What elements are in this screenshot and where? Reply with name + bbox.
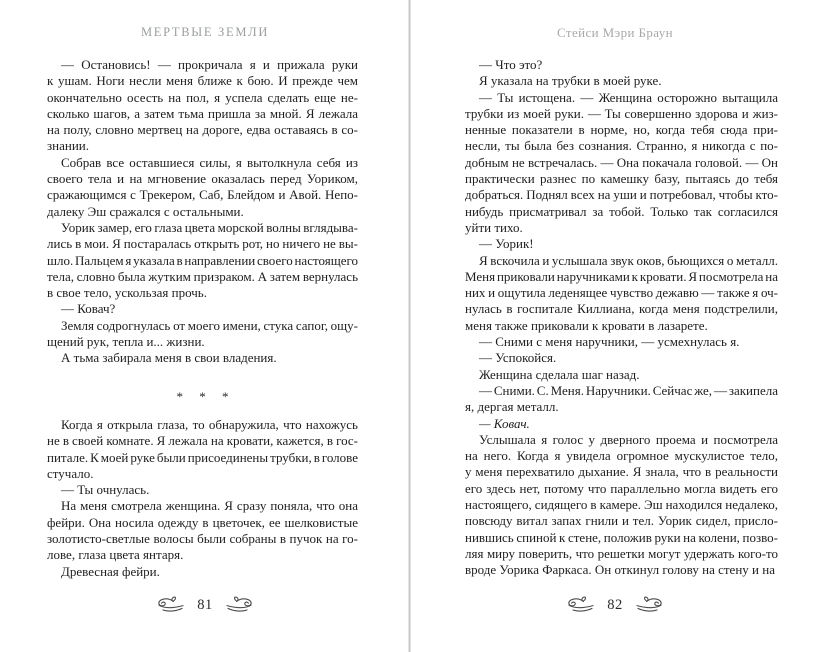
page-body-left	[47, 57, 358, 580]
text-line: настоящего, сидящего в камере. Эш находился недалеко,	[465, 497, 778, 513]
text-line: меня также приковали к кровати в лазарете.	[465, 317, 708, 333]
text-line: сражающимся с Трекером, Саб, Блейдом и Авой. Непо-	[47, 187, 358, 203]
text-line: знании.	[47, 138, 89, 154]
text-line: его здесь нет, потому что параллельно могла видеть его	[465, 480, 778, 496]
text-line: — Остановись! — прокричала я и прижала руки	[61, 57, 358, 72]
text-line: А тьма забирала меня в свои владения.	[61, 350, 277, 366]
text-line: Я вскочила и услышала звук оков, бьющихся о металл.	[479, 252, 778, 268]
text-line: нулась в госпитале Киллиана, когда меня подстрелили,	[465, 301, 778, 317]
text-line: нибудь присматривал за тобой. Только так согласился	[465, 203, 778, 219]
text-line: нившись спиной к стене, положив руки на колени, позво-	[465, 529, 778, 545]
text-line: — Успокойся.	[479, 350, 557, 366]
paragraph	[465, 367, 778, 383]
text-line: питале. К моей руке были присоединены трубки, в голове	[47, 449, 358, 465]
text-line: не в своей комнате. Я лежала на кровати, кажется, в гос-	[47, 433, 358, 449]
paragraph	[47, 350, 358, 366]
text-line: шло. Пальцем я указала в направлении своего настоящего	[47, 252, 358, 268]
paragraph	[47, 318, 358, 351]
text-line: стучало.	[47, 465, 94, 481]
running-header-author: Стейси Мэри Браун	[556, 25, 674, 40]
text-line: них и ощутила леденящее чувство дежавю — также я оч-	[465, 285, 778, 301]
page-footer-right	[410, 592, 820, 618]
text-line: лись в мои. Я постаралась открыть рот, но ничего не вы-	[47, 236, 358, 252]
paragraph	[47, 220, 358, 301]
flourish-right-icon	[634, 595, 666, 615]
text-line: тела, словно была жутким призраком. А затем вернулась	[47, 268, 358, 284]
paragraph	[465, 57, 778, 73]
text-line: Земля содрогнулась от моего имени, стука сапог, ощу-	[61, 317, 358, 333]
paragraph	[47, 564, 358, 580]
text-line: фейри. Она носила одежду в цветочек, ее шелковистые	[47, 514, 358, 530]
page-body-right	[465, 57, 778, 579]
text-line: — Ковач?	[61, 301, 116, 317]
text-line: — Сними. С. Меня. Наручники. Сейчас же, — закипела	[479, 382, 778, 398]
text-line: ненные показатели в норме, но, когда тебя сюда при-	[465, 122, 778, 138]
text-line: в свое тело, ускользая прочь.	[47, 285, 207, 301]
text-line: трубки из моей руки. — Ты совершенно здорова и жиз-	[465, 105, 778, 121]
text-line: далеку Эш сражался с остальными.	[47, 203, 244, 219]
paragraph	[47, 301, 358, 317]
flourish-left-icon	[154, 595, 186, 615]
text-line: Меня приковали наручниками к кровати. Я посмотрела на	[465, 268, 778, 284]
text-line: Услышала я голос у дверного проема и посмотрела	[479, 431, 778, 447]
text-line: повсюду витал запах гнили и тел. Уорик сидел, присло-	[465, 513, 778, 529]
text-line: на полу, словно мертвец на дороге, едва оставаясь в со-	[47, 122, 358, 138]
text-line: — Ты истощена. — Женщина осторожно вытащила	[479, 89, 778, 105]
page-number: 81	[197, 596, 213, 613]
paragraph	[465, 73, 778, 89]
text-line: добным не встречалась. — Она покачала головой. — Он	[465, 154, 778, 170]
page-right	[410, 0, 820, 652]
text-line: окончательно осесть на пол, я успела сделать еще не-	[47, 89, 358, 105]
text-line: золотисто-светлые волосы были собраны в пучок на го-	[47, 531, 358, 547]
paragraph	[465, 416, 778, 432]
text-line: добраться. Поднял всех на уши и потребовал, чтобы кто-	[465, 187, 778, 203]
text-line: уйти тихо.	[465, 219, 523, 235]
text-line: своего тела и на мгновение оказалась перед Уориком,	[47, 171, 358, 187]
text-line: Когда я открыла глаза, то обнаружила, что нахожусь	[61, 416, 358, 432]
text-line: — Что это?	[479, 57, 543, 72]
paragraph	[465, 383, 778, 416]
paragraph	[465, 350, 778, 366]
paragraph	[47, 57, 358, 155]
text-line: практически разнес по камешку базу, пытаясь до тебя	[465, 171, 778, 187]
text-line: Собрав все оставшиеся силы, я вытолкнула себя из	[61, 154, 358, 170]
flourish-left-icon	[564, 595, 596, 615]
page-footer-left	[0, 592, 410, 618]
text-line: щений рук, тепла и... жизни.	[47, 334, 205, 350]
text-line: Я указала на трубки в моей руке.	[479, 73, 662, 89]
paragraph	[47, 417, 358, 482]
text-line: — Сними с меня наручники, — усмехнулась я.	[479, 334, 740, 350]
paragraph	[465, 334, 778, 350]
text-line: у меня перехватило дыхание. Я знала, что в реальности	[465, 464, 778, 480]
text-line: я, дергая металл.	[465, 399, 559, 415]
text-line: Женщина сделала шаг назад.	[479, 366, 640, 382]
text-line: лове, глаза цвета янтаря.	[47, 547, 184, 563]
text-line: — Ты очнулась.	[61, 482, 150, 498]
text-line: вроде Уорика Фаркаса. Он откинул голову на стену и на	[465, 562, 775, 578]
paragraph	[465, 90, 778, 237]
paragraph	[47, 498, 358, 563]
text-line: Уорик замер, его глаза цвета морской волны вглядыва-	[61, 219, 358, 235]
flourish-right-icon	[224, 595, 256, 615]
text-line: на него. Когда я увидела огромное мускулистое тело,	[465, 448, 778, 464]
paragraph	[465, 236, 778, 252]
text-line: к ушам. Ноги несли меня ближе к бою. И прежде чем	[47, 73, 358, 89]
scene-break: * * *	[176, 388, 229, 404]
paragraph	[465, 253, 778, 334]
running-header-title: МЕРТВЫЕ ЗЕМЛИ	[140, 25, 270, 39]
text-line: На меня смотрела женщина. Я сразу поняла, что она	[61, 498, 358, 514]
text-line: Древесная фейри.	[61, 563, 160, 579]
paragraph	[47, 155, 358, 220]
paragraph	[465, 432, 778, 579]
text-line: сколько шагов, а затем тьма пришла за мной. Я лежала	[47, 105, 358, 121]
text-line: — Уорик!	[479, 236, 534, 252]
paragraph	[47, 482, 358, 498]
text-line: несли, ты была без сознания. Странно, я никогда с по-	[465, 138, 778, 154]
page-number: 82	[607, 596, 623, 613]
text-line: — Ковач.	[479, 415, 530, 431]
text-line: ляя миру поверить, что решетки могут удержать кого-то	[465, 545, 778, 561]
